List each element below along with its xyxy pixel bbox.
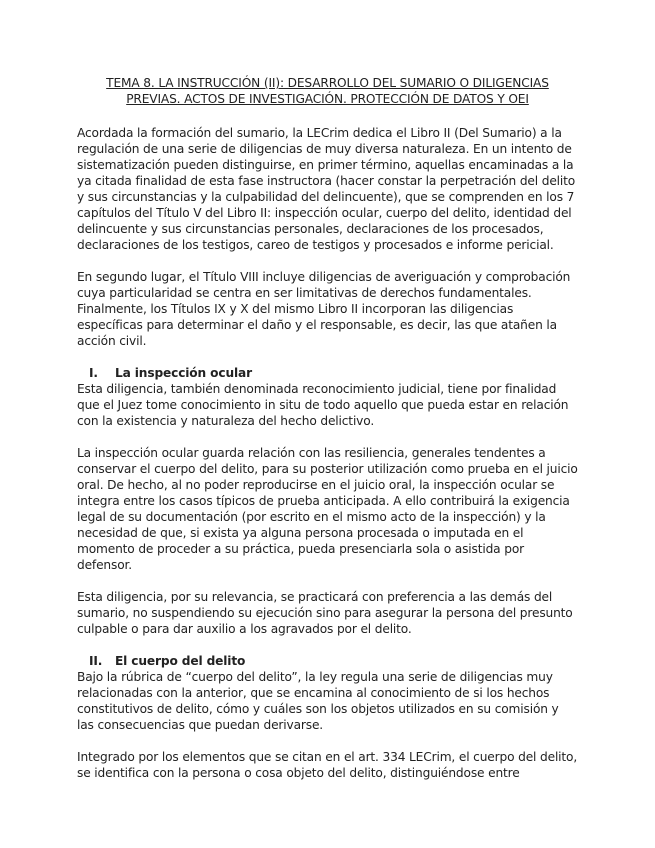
title-line-2: PREVIAS. ACTOS DE INVESTIGACIÓN. PROTECCIÓN DE DATOS Y OEI bbox=[126, 92, 529, 106]
section-paragraph: La inspección ocular guarda relación con las resiliencia, generales tendentes a conservar el cuerpo del delito, para su posterior utilización como prueba en el juicio oral. De hecho, al no poder reproducirse en el juicio oral, la inspección ocular se integra entre los casos típicos de prueba anticipada. A ello contribuirá la exigencia legal de su documentación (por escrito en el mismo acto de la inspección) y la necesidad de que, si exista ya alguna persona procesada o imputada en el momento de proceder a su práctica, pueda presenciarla sola o asistida por defensor. bbox=[77, 446, 578, 572]
section-paragraph: Esta diligencia, por su relevancia, se practicará con preferencia a las demás del sumario, no suspendiendo su ejecución sino para asegurar la persona del presunto culpable o para dar auxilio a los agravados por el delito. bbox=[77, 590, 573, 636]
section-inspeccion-ocular bbox=[77, 365, 578, 637]
section-cuerpo-delito bbox=[77, 653, 578, 781]
section-paragraph: Integrado por los elementos que se citan en el art. 334 LECrim, el cuerpo del delito, se identifica con la persona o cosa objeto del delito, distinguiéndose entre bbox=[77, 750, 578, 780]
intro-paragraph-1: Acordada la formación del sumario, la LECrim dedica el Libro II (Del Sumario) a la regulación de una serie de diligencias de muy diversa naturaleza. En un intento de sistematización pueden distinguirse, en primer término, aquellas encaminadas a la ya citada finalidad de esta fase instructora (hacer constar la perpetración del delito y sus circunstancias y la culpabilidad del delincuente), que se comprenden en los 7 capítulos del Título V del Libro II: inspección ocular, cuerpo del delito, identidad del delincuente y sus circunstancias personales, declaraciones de los procesados, declaraciones de los testigos, careo de testigos y procesados e informe pericial. bbox=[77, 126, 576, 252]
section-number: I. bbox=[89, 366, 98, 380]
section-heading bbox=[77, 365, 578, 381]
document-content bbox=[77, 75, 578, 797]
intro-paragraph-2: En segundo lugar, el Título VIII incluye diligencias de averiguación y comprobación cuya particularidad se centra en ser limitativas de derechos fundamentales. Finalmente, los Títulos IX y X del mismo Libro II incorporan las diligencias específicas para determinar el daño y el responsable, es decir, las que atañen la acción civil. bbox=[77, 270, 571, 348]
section-paragraph: Esta diligencia, también denominada reconocimiento judicial, tiene por finalidad que el Juez tome conocimiento in situ de todo aquello que pueda estar en relación con la existencia y naturaleza del hecho delictivo. bbox=[77, 382, 569, 428]
title-line-1: TEMA 8. LA INSTRUCCIÓN (II): DESARROLLO DEL SUMARIO O DILIGENCIAS bbox=[106, 76, 549, 90]
section-number: II. bbox=[89, 654, 103, 668]
document-title bbox=[77, 75, 578, 107]
section-title: La inspección ocular bbox=[115, 366, 252, 380]
section-paragraph: Bajo la rúbrica de “cuerpo del delito”, la ley regula una serie de diligencias muy relacionadas con la anterior, que se encamina al conocimiento de si los hechos constitutivos de delito, cómo y cuáles son los objetos utilizados en su comisión y las consecuencias que puedan derivarse. bbox=[77, 670, 559, 732]
section-heading bbox=[77, 653, 578, 669]
section-title: El cuerpo del delito bbox=[115, 654, 246, 668]
